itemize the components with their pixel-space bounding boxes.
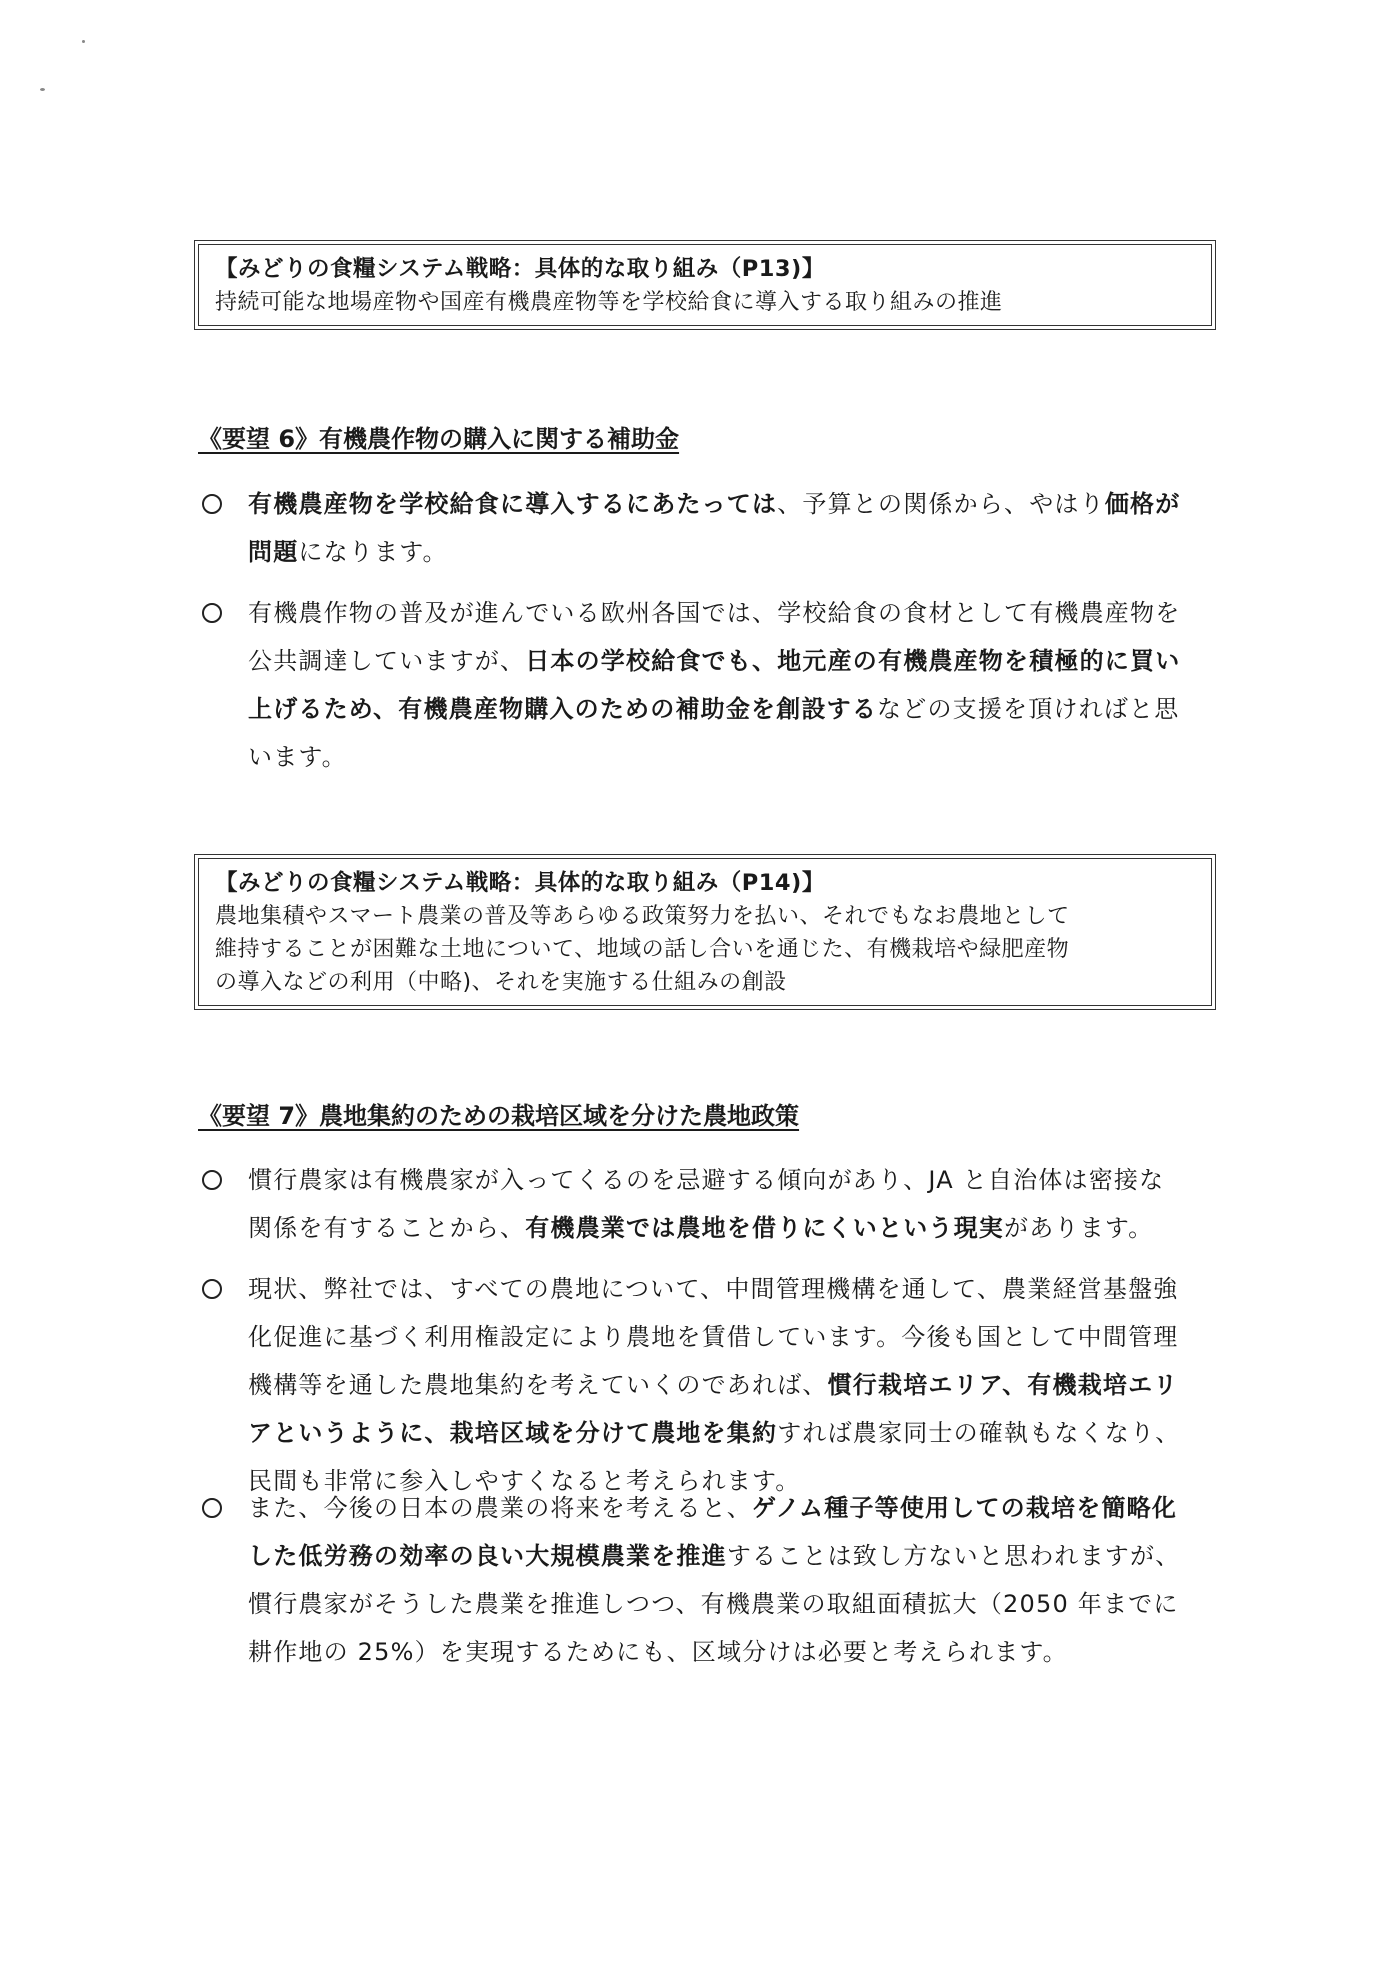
strategy-box-line: 農地集積やスマート農業の普及等あらゆる政策努力を払い、それでもなお農地として	[215, 904, 1070, 929]
request-7-heading: 《要望 7》農地集約のための栽培区域を分けた農地政策	[198, 1102, 800, 1130]
item-line	[248, 1484, 1212, 1532]
text-run: ゲノム種子等使用しての栽培を簡略化	[752, 1494, 1178, 1522]
text-run: すれば農家同士の確執もなくなり、	[777, 1419, 1181, 1447]
item-line	[248, 637, 1212, 685]
text-run: 機構等を通した農地集約を考えていくのであれば、	[248, 1371, 828, 1399]
strategy-box-title: 【みどりの食糧システム戦略：具体的な取り組み（P13)】	[215, 256, 825, 282]
item-line	[248, 589, 1212, 637]
item-line	[248, 1409, 1212, 1457]
request-6-item-2	[198, 589, 1212, 781]
item-line	[248, 1361, 1212, 1409]
text-run: 問題	[248, 538, 299, 566]
text-run: 耕作地の 25%）を実現するためにも、区域分けは必要と考えられます。	[248, 1638, 1068, 1666]
scan-speck	[82, 40, 85, 43]
text-run: 現状、弊社では、すべての農地について、中間管理機構を通して、農業経営基盤強	[248, 1275, 1179, 1303]
text-run: 公共調達していますが、	[248, 647, 526, 675]
text-run: した低労務の効率の良い大規模農業を推進	[248, 1542, 727, 1570]
item-line	[248, 1313, 1212, 1361]
text-run: 関係を有することから、	[248, 1214, 526, 1242]
text-run: 化促進に基づく利用権設定により農地を賃借しています。今後も国として中間管理	[248, 1323, 1179, 1351]
text-run: 慣行栽培エリア、有機栽培エリ	[827, 1371, 1179, 1399]
strategy-box-p13	[198, 244, 1212, 326]
text-run: アというように、栽培区域を分けて農地を集約	[248, 1419, 778, 1447]
text-run: があります。	[1004, 1214, 1154, 1242]
strategy-box-line: 維持することが困難な土地について、地域の話し合いを通じた、有機栽培や緑肥産物	[215, 937, 1070, 962]
item-line	[248, 528, 1212, 576]
item-line	[248, 685, 1212, 733]
text-run: います。	[248, 743, 347, 771]
text-run: 有機農産物を学校給食に導入するにあたっては	[248, 490, 778, 518]
item-line	[248, 1532, 1212, 1580]
request-6-heading: 《要望 6》有機農作物の購入に関する補助金	[198, 425, 680, 453]
item-line	[248, 480, 1212, 528]
item-line	[248, 733, 1212, 781]
text-run: 有機農業では農地を借りにくいという現実	[525, 1214, 1005, 1242]
text-run: 上げるため、有機農産物購入のための補助金を創設する	[248, 695, 878, 723]
text-run: になります。	[298, 538, 448, 566]
text-run: 、予算との関係から、やはり	[777, 490, 1105, 518]
text-run: することは致し方ないと思われますが、	[726, 1542, 1181, 1570]
text-run: 慣行農家がそうした農業を推進しつつ、有機農業の取組面積拡大（2050 年までに	[248, 1590, 1179, 1618]
text-run: また、今後の日本の農業の将来を考えると、	[248, 1494, 752, 1522]
strategy-box-title: 【みどりの食糧システム戦略：具体的な取り組み（P14)】	[215, 870, 825, 896]
item-line	[248, 1156, 1212, 1204]
request-6-item-1	[198, 480, 1212, 576]
text-run: 民間も非常に参入しやすくなると考えられます。	[248, 1467, 801, 1495]
item-line	[248, 1204, 1212, 1252]
text-run: 日本の学校給食でも、地元産の有機農産物を積極的に買い	[525, 647, 1181, 675]
strategy-box-line: 持続可能な地場産物や国産有機農産物等を学校給食に導入する取り組みの推進	[215, 290, 1003, 315]
request-7-item-2	[198, 1265, 1212, 1505]
strategy-box-p14	[198, 858, 1212, 1006]
text-run: 価格が	[1104, 490, 1181, 518]
text-run: 慣行農家は有機農家が入ってくるのを忌避する傾向があり、JA と自治体は密接な	[248, 1166, 1165, 1194]
scan-speck	[40, 88, 45, 91]
item-line	[248, 1628, 1212, 1676]
strategy-box-line: の導入などの利用（中略)、それを実施する仕組みの創設	[215, 970, 787, 995]
text-run: 有機農作物の普及が進んでいる欧州各国では、学校給食の食材として有機農産物を	[248, 599, 1181, 627]
item-line	[248, 1580, 1212, 1628]
request-7-item-3	[198, 1484, 1212, 1676]
request-7-item-1	[198, 1156, 1212, 1252]
item-line	[248, 1265, 1212, 1313]
text-run: などの支援を頂ければと思	[877, 695, 1180, 723]
